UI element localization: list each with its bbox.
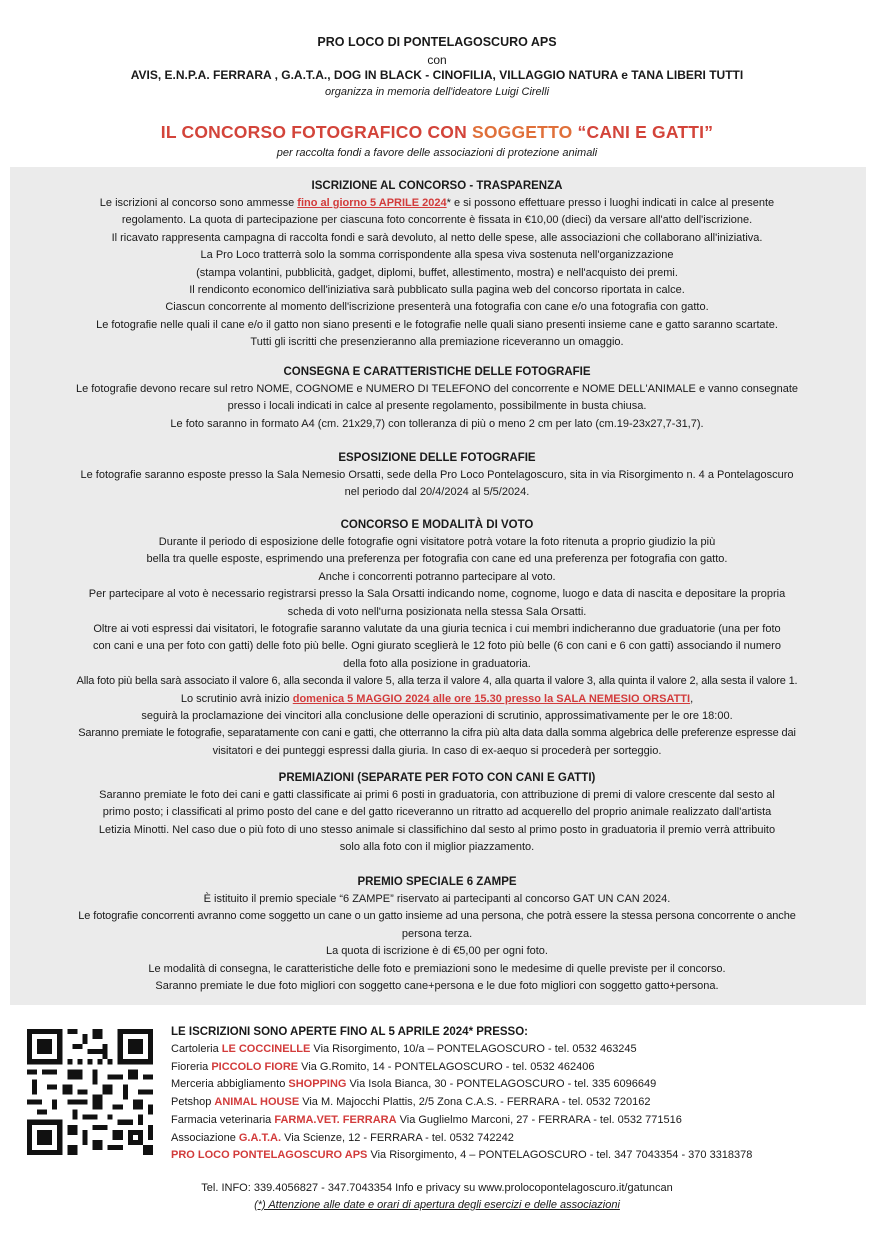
text-line: Le fotografie concorrenti avranno come soggetto un cane o un gatto insieme ad una persona, che potrà essere la stessa persona concorrente o anche <box>78 910 796 923</box>
list-item: Farmacia veterinaria FARMA.VET. FERRARA Via Guglielmo Marconi, 27 - FERRARA - tel. 0532 771516 <box>171 1113 682 1126</box>
contest-title: IL CONCORSO FOTOGRAFICO CON SOGGETTO “CANI E GATTI” <box>160 122 714 142</box>
list-item: Merceria abbigliamento SHOPPING Via Isola Bianca, 30 - PONTELAGOSCURO - tel. 335 6096649 <box>171 1078 657 1091</box>
text-line: (stampa volantini, pubblicità, gadget, diplomi, buffet, allestimento, mostra) e nell'acquisto dei premi. <box>196 266 678 279</box>
text-line: persona terza. <box>401 927 473 940</box>
text-line: primo posto; i classificati al primo posto del cane e del gatto riceveranno un ritratto ad acquerello del proprio animale realizzato dall'artista <box>102 806 772 819</box>
text-line: Ciascun concorrente al momento dell'iscrizione presenterà una fotografia con cane e/o una fotografia con gatto. <box>165 301 709 314</box>
text-line: La Pro Loco tratterrà solo la somma corrispondente alla spesa viva sostenuta nell'organizzazione <box>200 249 674 262</box>
list-item: Petshop ANIMAL HOUSE Via M. Majocchi Plattis, 2/5 Zona C.A.S. - FERRARA - tel. 0532 720162 <box>171 1096 651 1109</box>
text-line: regolamento. La quota di partecipazione per ciascuna foto concorrente è fissata in €10,00 (dieci) da versare all'atto dell'iscrizione. <box>121 214 753 227</box>
text-line: Le foto saranno in formato A4 (cm. 21x29,7) con tolleranza di più o meno 2 cm per lato (cm.19-23x27,7-31,7). <box>170 417 704 430</box>
text-line: Le modalità di consegna, le caratteristiche delle foto e premiazioni sono le medesime di quelle previste per il concorso. <box>148 962 726 975</box>
text-line: Saranno premiate le foto dei cani e gatti classificate ai primi 6 posti in graduatoria, con attribuzione di premi di valore crescente dal sesto al <box>99 789 775 801</box>
section-esposizione <box>0 449 874 502</box>
text-line: Le fotografie saranno esposte presso la Sala Nemesio Orsatti, sede della Pro Loco Pontelagoscuro, sita in via Risorgimento n. 4 a Pontelagoscuro <box>80 469 794 481</box>
info-block <box>0 1180 874 1214</box>
with-label: con <box>427 53 447 67</box>
text-line: Anche i concorrenti potranno partecipare al voto. <box>318 570 556 583</box>
text-line: Le fotografie nelle quali il cane e/o il gatto non siano presenti e le fotografie nelle quali siano presenti insieme cane e gatto saranno scartate. <box>96 318 778 331</box>
qr-code-icon[interactable] <box>27 1027 153 1157</box>
text-line: della foto alla posizione in graduatoria. <box>343 657 531 670</box>
text-line: Saranno premiate le fotografie, separatamente con cani e gatti, che otterranno la cifra più alta data dalla somma algebrica delle preferenze espresse dai <box>78 727 796 740</box>
section-premiazioni <box>0 769 874 857</box>
section-heading: ESPOSIZIONE DELLE FOTOGRAFIE <box>338 452 536 464</box>
registration-heading: LE ISCRIZIONI SONO APERTE FINO AL 5 APRILE 2024* PRESSO: <box>171 1026 528 1038</box>
text-line: Il rendiconto economico dell'iniziativa sarà pubblicato sulla pagina web del concorso riportata in calce. <box>189 284 685 297</box>
text-line: Letizia Minotti. Nel caso due o più foto di uno stesso animale si classifichino dal sesto al primo posto in graduatoria il premio verrà attribuito <box>98 823 776 836</box>
scrutiny-highlight: domenica 5 MAGGIO 2024 alle ore 15.30 presso la SALA NEMESIO ORSATTI <box>292 692 691 705</box>
text-line: Durante il periodo di esposizione delle fotografie ogni visitatore potrà votare la foto ritenuta a proprio giudizio la più <box>158 536 716 548</box>
text-line: presso i locali indicati in calce al presente regolamento, possibilmente in busta chiusa. <box>227 400 647 413</box>
registration-points <box>171 1024 752 1165</box>
text-line: Saranno premiate le due foto migliori con soggetto cane+persona e le due foto migliori con soggetto gatto+persona. <box>155 980 719 993</box>
organizer: PRO LOCO DI PONTELAGOSCURO APS <box>317 35 557 49</box>
text-line: seguirà la proclamazione dei vincitori alla conclusione delle operazioni di scrutinio, approssimativamente per le ore 18:00. <box>141 710 733 723</box>
text-line: nel periodo dal 20/4/2024 al 5/5/2024. <box>344 486 530 499</box>
memory-dedication: organizza in memoria dell'ideatore Luigi Cirelli <box>324 86 550 98</box>
section-heading: PREMIAZIONI (SEPARATE PER FOTO CON CANI E GATTI) <box>278 772 596 784</box>
text-line: Alla foto più bella sarà associato il valore 6, alla seconda il valore 5, alla terza il valore 4, alla quarta il valore 3, alla quinta il valore 2, alla sesta il valore 1. <box>76 675 798 688</box>
text-line: Lo scrutinio avrà inizio domenica 5 MAGGIO 2024 alle ore 15.30 presso la SALA NEMESIO ORSATTI, <box>180 692 694 705</box>
text-line: con cani e una per foto con gatti) delle foto più belle. Ogni giurato sceglierà le 12 foto più belle (6 con cani e 6 con gatti) associando il numero <box>93 640 781 653</box>
text-line: La quota di iscrizione è di €5,00 per ogni foto. <box>326 945 548 958</box>
text-line: Le fotografie devono recare sul retro NOME, COGNOME e NUMERO DI TELEFONO del concorrente e NOME DELL'ANIMALE e vanno consegnate <box>75 383 799 395</box>
section-iscrizione <box>0 177 874 352</box>
text-line: Tutti gli iscritti che presenzieranno alla premiazione riceveranno un omaggio. <box>250 336 624 349</box>
info-line: Tel. INFO: 339.4056827 - 347.7043354 Info e privacy su www.prolocopontelagoscuro.it/gatuncan <box>201 1182 673 1194</box>
footnote: (*) Attenzione alle date e orari di apertura degli esercizi e delle associazioni <box>254 1199 620 1211</box>
list-item: Associazione G.A.T.A. Via Scienze, 12 - FERRARA - tel. 0532 742242 <box>171 1131 514 1144</box>
text-line: bella tra quelle esposte, esprimendo una preferenza per fotografia con cane ed una preferenza per fotografia con gatto. <box>146 553 728 566</box>
text-line: Le iscrizioni al concorso sono ammesse fino al giorno 5 APRILE 2024* e si possono effettuare presso i luoghi indicati in calce al presente <box>99 197 775 209</box>
list-item: Cartoleria LE COCCINELLE Via Risorgimento, 10/a – PONTELAGOSCURO - tel. 0532 463245 <box>171 1043 637 1055</box>
section-heading: CONSEGNA E CARATTERISTICHE DELLE FOTOGRAFIE <box>283 366 591 378</box>
text-line: Per partecipare al voto è necessario registrarsi presso la Sala Orsatti indicando nome, cognome, luogo e data di nascita e depositare la propria <box>88 588 786 601</box>
text-line: È istituito il premio speciale “6 ZAMPE” riservato ai partecipanti al concorso GAT UN CAN 2024. <box>203 893 671 905</box>
text-line: visitatori e dei punteggi espressi dalla giuria. In caso di ex-aequo si procederà per sorteggio. <box>212 744 662 757</box>
text-line: scheda di voto nell'urna posizionata nella stessa Sala Orsatti. <box>287 605 587 618</box>
deadline-highlight: fino al giorno 5 APRILE 2024 <box>297 197 447 209</box>
section-speciale <box>0 873 874 995</box>
list-item: Fioreria PICCOLO FIORE Via G.Romito, 14 - PONTELAGOSCURO - tel. 0532 462406 <box>171 1060 595 1073</box>
contest-subtitle: per raccolta fondi a favore delle associazioni di protezione animali <box>276 147 598 159</box>
partners-list: AVIS, E.N.P.A. FERRARA , G.A.T.A., DOG IN BLACK - CINOFILIA, VILLAGGIO NATURA e TANA LIBERI TUTTI <box>130 68 744 82</box>
section-heading: CONCORSO E MODALITÀ DI VOTO <box>340 519 534 531</box>
section-heading: PREMIO SPECIALE 6 ZAMPE <box>357 876 517 888</box>
section-voto <box>0 516 874 760</box>
section-consegna <box>0 363 874 433</box>
text-line: solo alla foto con il miglior piazzamento. <box>339 841 535 854</box>
section-heading: ISCRIZIONE AL CONCORSO - TRASPARENZA <box>311 180 563 192</box>
text-line: Oltre ai voti espressi dai visitatori, le fotografie saranno valutate da una giuria tecnica i cui membri indicheranno due graduatorie (una per foto <box>93 623 781 636</box>
text-line: Il ricavato rappresenta campagna di raccolta fondi e sarà devoluto, al netto delle spese, alle associazioni che collaborano all'iniziativa. <box>111 231 763 244</box>
list-item: PRO LOCO PONTELAGOSCURO APS Via Risorgimento, 4 – PONTELAGOSCURO - tel. 347 7043354 - 370 3318378 <box>171 1149 753 1162</box>
